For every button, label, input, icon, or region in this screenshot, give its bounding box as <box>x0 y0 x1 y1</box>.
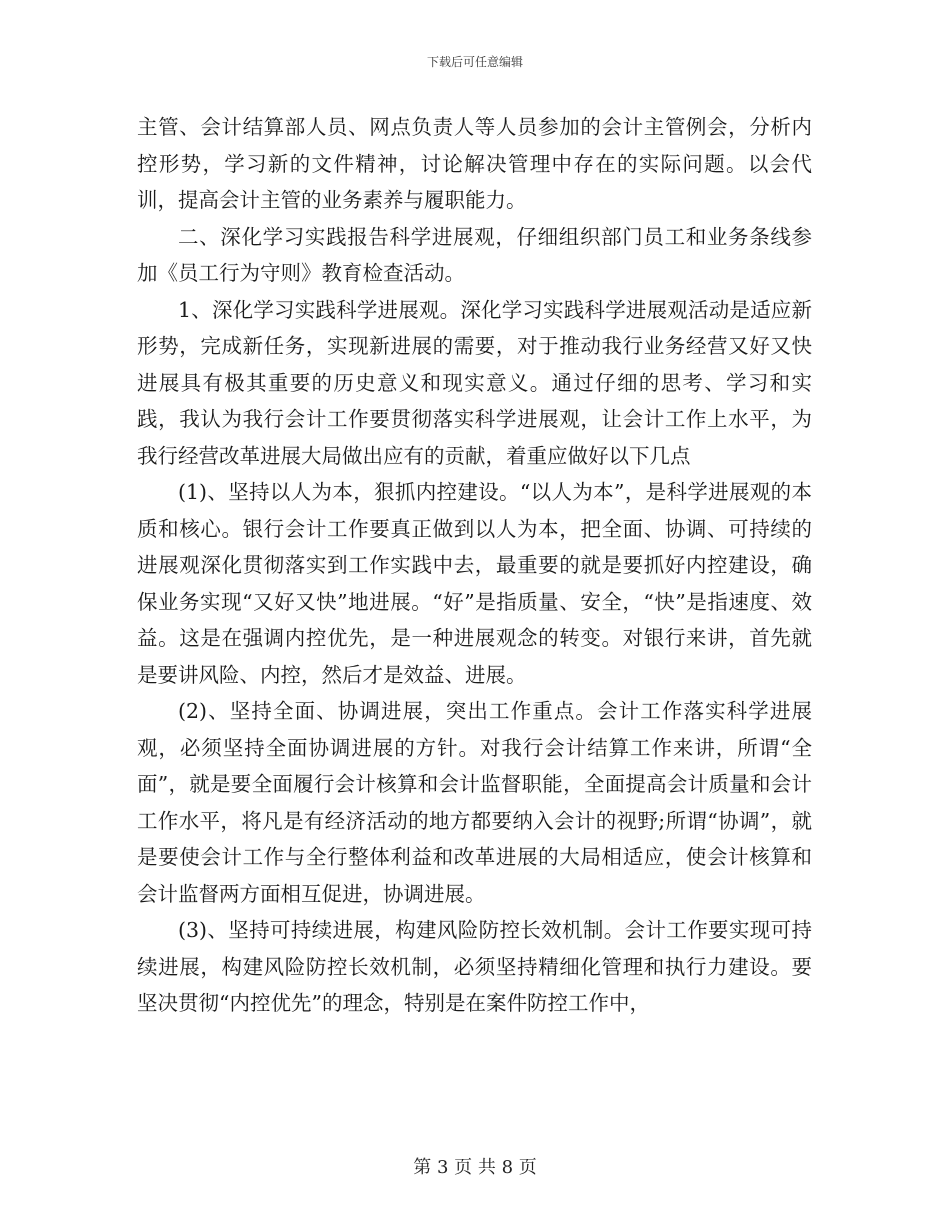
paragraph: 1、深化学习实践科学进展观。深化学习实践科学进展观活动是适应新形势，完成新任务，实现新进展的需要，对于推动我行业务经营又好又快进展具有极其重要的历史意义和现实意义。通过仔细的思考、学习和实践，我认为我行会计工作要贯彻落实科学进展观，让会计工作上水平，为我行经营改革进展大局做出应有的贡献，着重应做好以下几点 <box>137 297 812 468</box>
paragraph: (1)、坚持以人为本，狠抓内控建设。“以人为本”，是科学进展观的本质和核心。银行会计工作要真正做到以人为本，把全面、协调、可持续的进展观深化贯彻落实到工作实践中去，最重要的就是要抓好内控建设，确保业务实现“又好又快”地进展。“好”是指质量、安全，“快”是指速度、效益。这是在强调内控优先，是一种进展观念的转变。对银行来讲，首先就是要讲风险、内控，然后才是效益、进展。 <box>137 480 812 687</box>
paragraph: (2)、坚持全面、协调进展，突出工作重点。会计工作落实科学进展观，必须坚持全面协调进展的方针。对我行会计结算工作来讲，所谓“全面”，就是要全面履行会计核算和会计监督职能，全面提高会计质量和会计工作水平，将凡是有经济活动的地方都要纳入会计的视野;所谓“协调”，就是要使会计工作与全行整体利益和改革进展的大局相适应，使会计核算和会计监督两方面相互促进，协调进展。 <box>137 699 812 906</box>
page-header: 下载后可任意编辑 <box>426 55 523 69</box>
paragraph: 主管、会计结算部人员、网点负责人等人员参加的会计主管例会，分析内控形势，学习新的文件精神，讨论解决管理中存在的实际问题。以会代训，提高会计主管的业务素养与履职能力。 <box>137 115 812 212</box>
document-body <box>137 109 812 1022</box>
paragraph: 二、深化学习实践报告科学进展观，仔细组织部门员工和业务条线参加《员工行为守则》教育检查活动。 <box>137 224 812 285</box>
page-number: 第 3 页 共 8 页 <box>413 1157 537 1178</box>
paragraph: (3)、坚持可持续进展，构建风险防控长效机制。会计工作要实现可持续进展，构建风险防控长效机制，必须坚持精细化管理和执行力建设。要坚决贯彻“内控优先”的理念，特别是在案件防控工作中， <box>137 918 812 1015</box>
